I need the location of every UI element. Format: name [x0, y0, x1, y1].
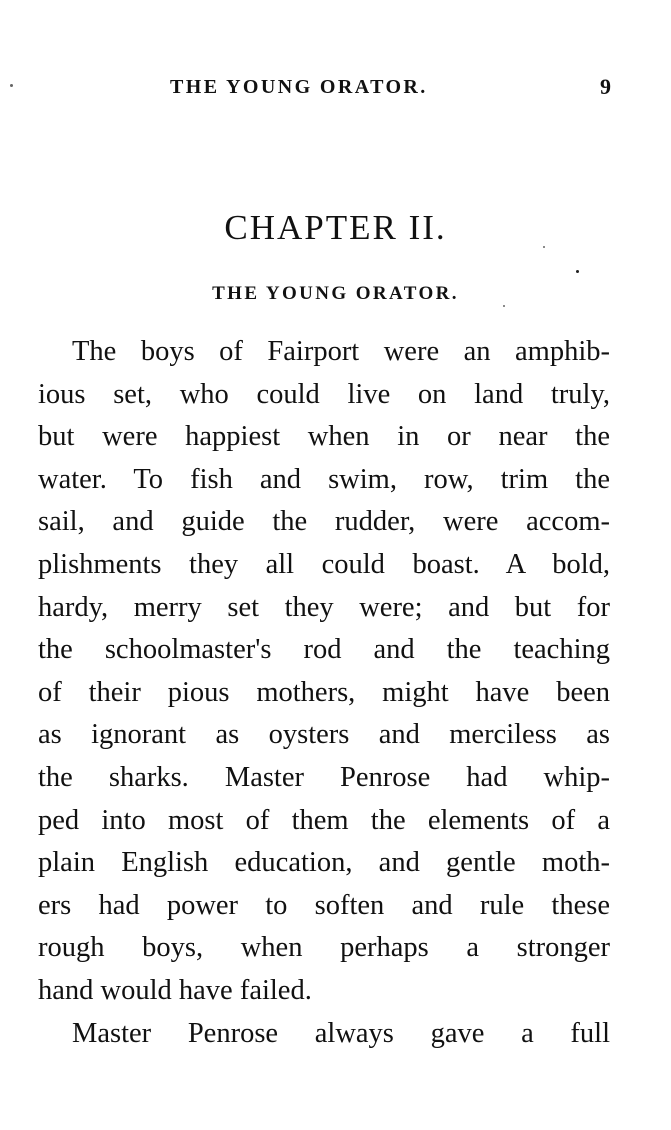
text-line: plain English education, and gentle moth- [38, 847, 610, 879]
print-speck [503, 305, 505, 307]
chapter-subtitle: THE YOUNG ORATOR. [212, 283, 459, 304]
text-line: the sharks. Master Penrose had whip- [38, 761, 610, 793]
text-line: but were happiest when in or near the [38, 421, 610, 453]
text-line: Master Penrose always gave a full [72, 1017, 610, 1049]
text-line: as ignorant as oysters and merciless as [38, 719, 610, 751]
text-line: ious set, who could live on land truly, [38, 378, 610, 410]
running-title: THE YOUNG ORATOR. [170, 76, 428, 98]
text-line: the schoolmaster's rod and the teaching [38, 634, 610, 666]
running-head [0, 72, 671, 106]
text-line: of their pious mothers, might have been [38, 676, 610, 708]
print-speck [543, 246, 545, 248]
text-line: hardy, merry set they were; and but for [38, 591, 610, 623]
text-line: plishments they all could boast. A bold, [38, 548, 610, 580]
text-line: rough boys, when perhaps a stronger [38, 932, 610, 964]
text-line: The boys of Fairport were an amphib- [72, 336, 610, 367]
text-line: sail, and guide the rudder, were accom- [38, 506, 610, 538]
text-line: ers had power to soften and rule these [38, 889, 610, 921]
page-number: 9 [600, 74, 611, 99]
text-line: ped into most of them the elements of a [38, 804, 610, 836]
print-speck [10, 84, 13, 87]
print-speck [576, 270, 579, 273]
text-line: hand would have failed. [38, 974, 312, 1006]
body-text [38, 331, 610, 1055]
text-line: water. To fish and swim, row, trim the [38, 463, 610, 495]
chapter-heading: CHAPTER II. [224, 208, 447, 247]
